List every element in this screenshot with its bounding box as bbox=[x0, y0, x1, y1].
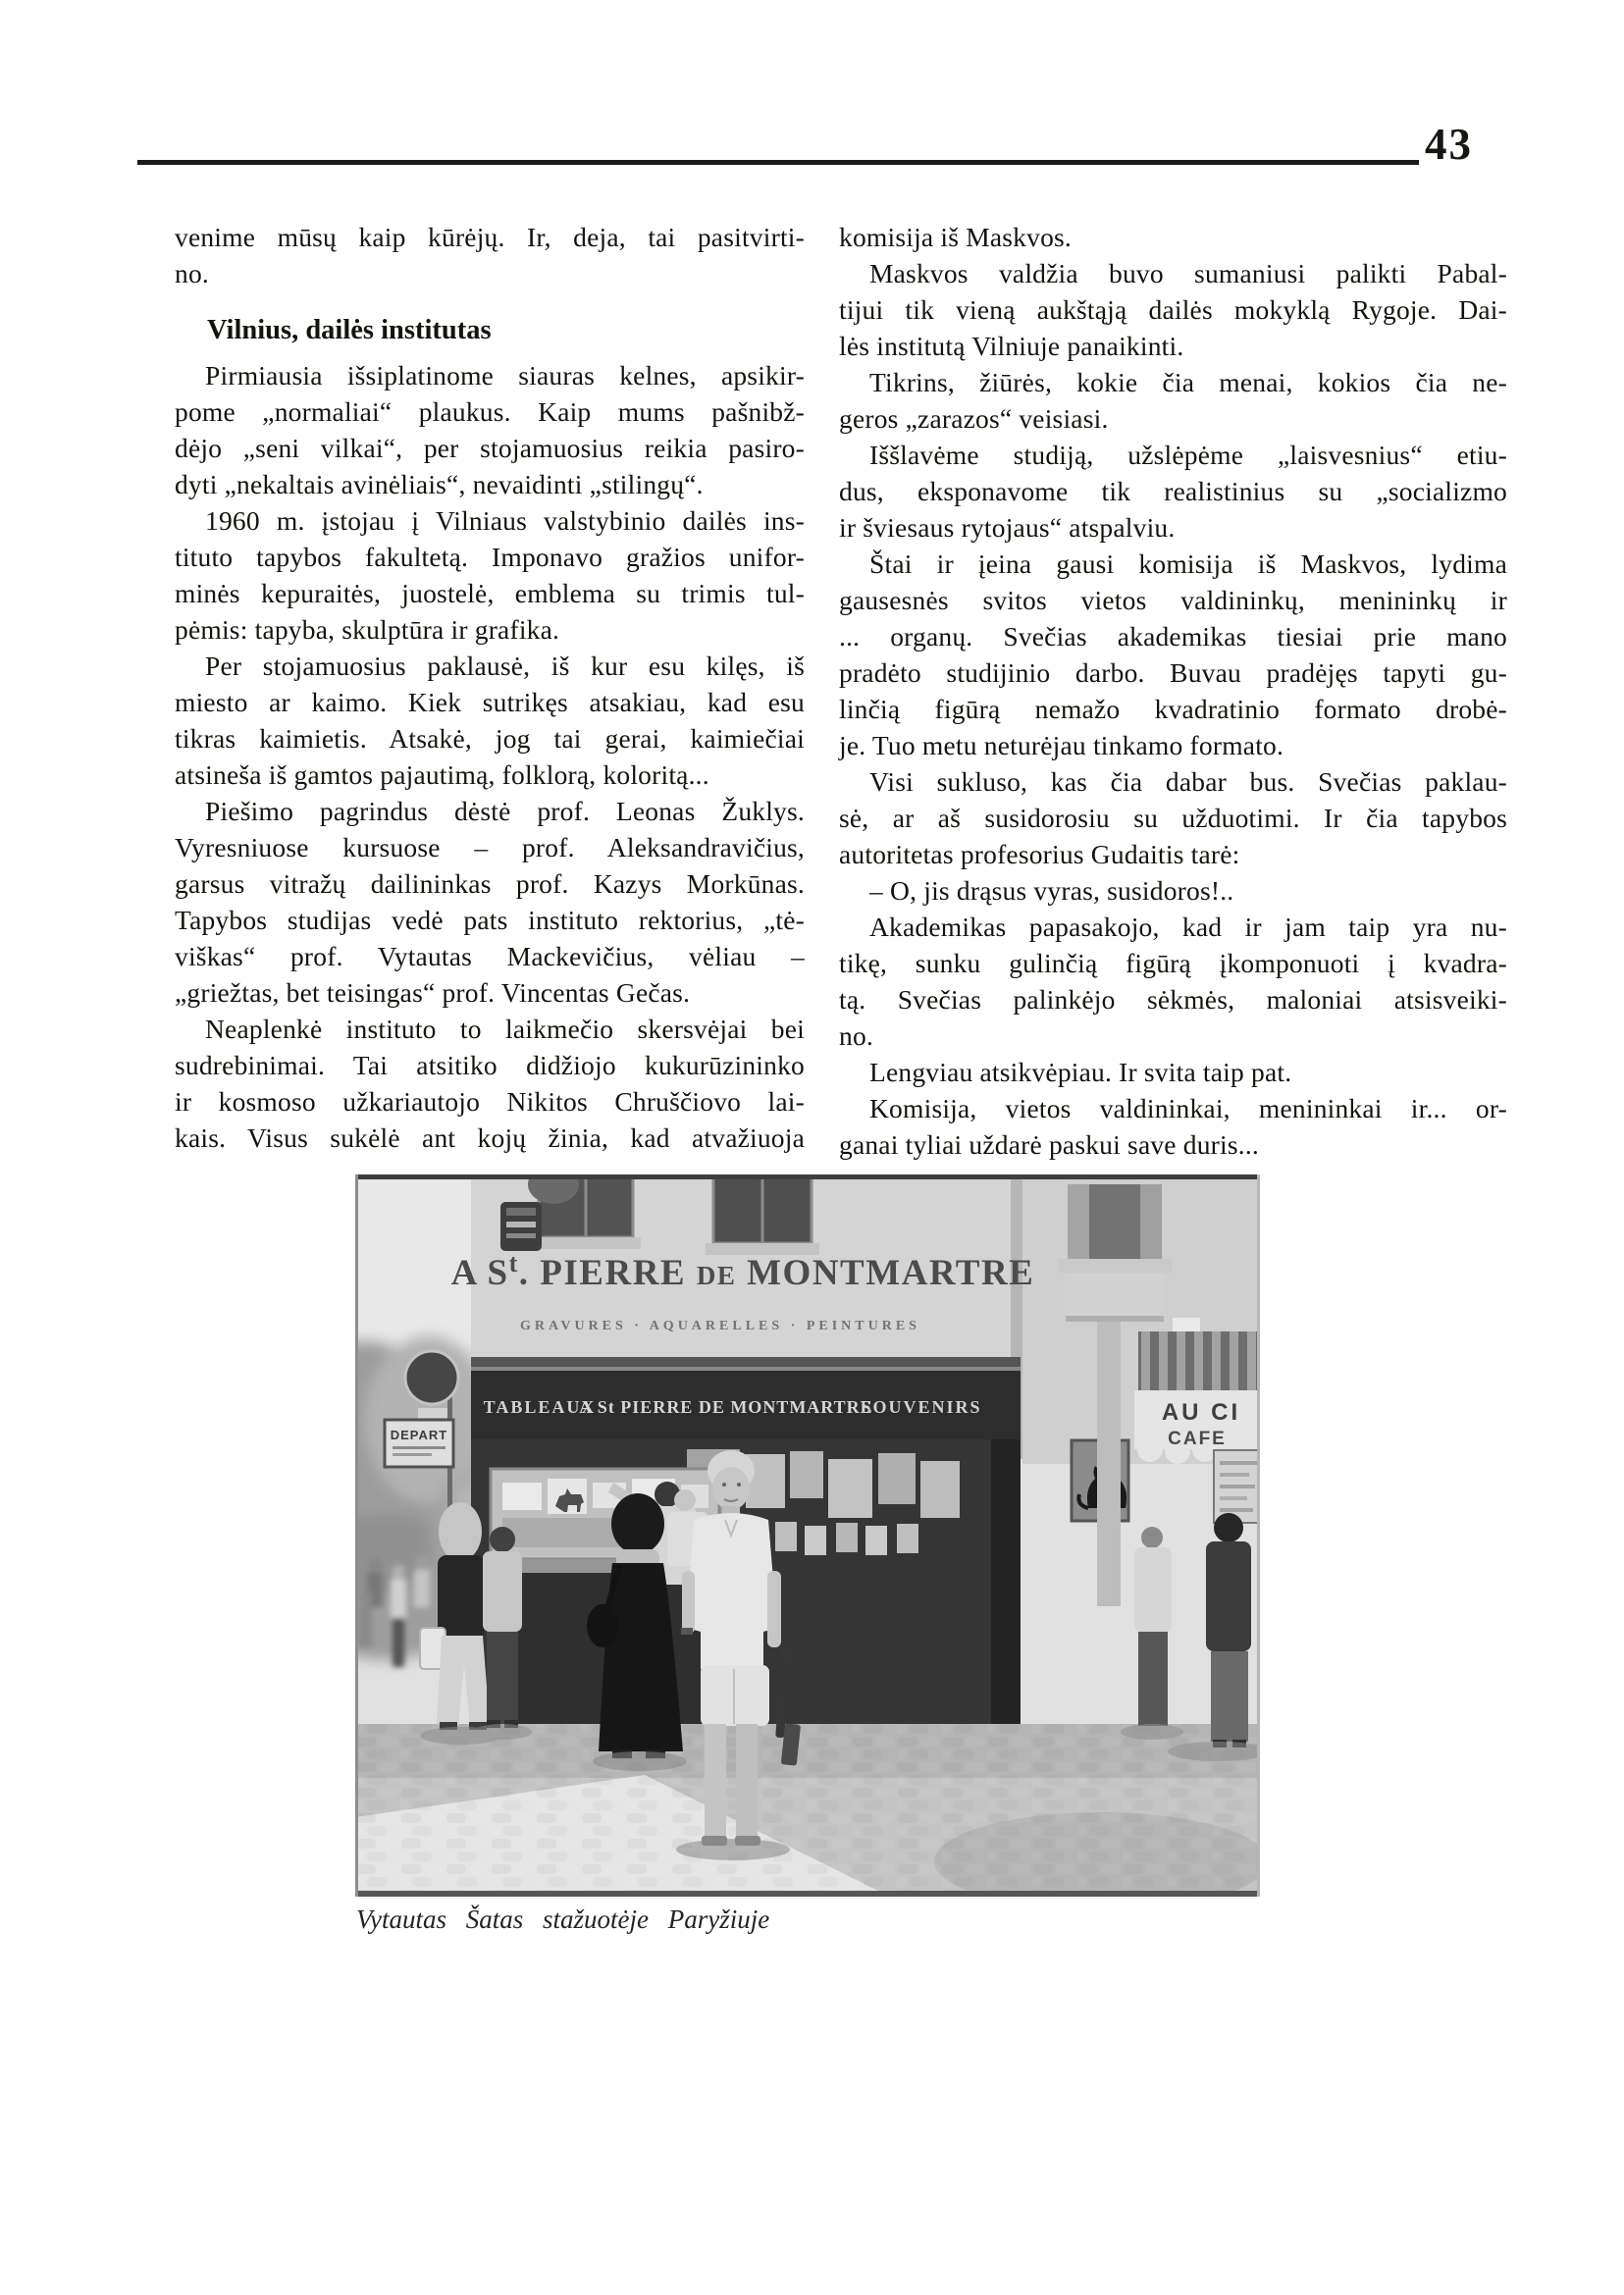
text-line: sė, ar aš susidorosiu su užduotimi. Ir čia tapybos bbox=[839, 803, 1507, 833]
text-line: sudrebinimai. Tai atsitiko didžiojo kukurūzininko bbox=[175, 1050, 805, 1080]
traffic-sign bbox=[405, 1351, 458, 1404]
facade-sign-text: A $S^t$. PIERRE DE MONTMARTRE bbox=[450, 1249, 1035, 1293]
text-line: tikę, sunku gulinčią figūrą įkomponuoti į kvadra- bbox=[839, 948, 1507, 978]
text-line: Per stojamuosius paklausė, iš kur esu kilęs, iš bbox=[205, 651, 805, 681]
depart-sign-text: DEPART bbox=[390, 1428, 448, 1442]
text-line: Štai ir įeina gausi komisija iš Maskvos, lydima bbox=[869, 548, 1507, 579]
text-line: lės institutą Vilniuje panaikinti. bbox=[839, 331, 1184, 361]
window-right-shuttered bbox=[1058, 1184, 1172, 1322]
text-line: Iššlavėme studiją, užslėpėme „laisvesnius“ etiu- bbox=[869, 440, 1507, 470]
text-line: Visi sukluso, kas čia dabar bus. Svečias paklau- bbox=[869, 766, 1507, 797]
text-line: no. bbox=[839, 1020, 873, 1051]
photo-caption: Vytautas Šatas stažuotėje Paryžiuje bbox=[356, 1904, 770, 1934]
cornice bbox=[471, 1357, 1021, 1367]
text-line: Piešimo pagrindus dėstė prof. Leonas Žuklys. bbox=[205, 796, 805, 826]
text-line: dus, eksponavome tik realistinius su „socializmo bbox=[839, 476, 1507, 506]
text-line: je. Tuo metu neturėjau tinkamo formato. bbox=[839, 730, 1284, 760]
text-line: Maskvos valdžia buvo sumaniusi palikti Pabal- bbox=[869, 258, 1507, 288]
text-line: no. bbox=[175, 258, 209, 288]
text-line: miesto ar kaimo. Kiek sutrikęs atsakiau, kad esu bbox=[175, 687, 805, 717]
ground bbox=[355, 1724, 1260, 1897]
window-center bbox=[706, 1174, 819, 1255]
text-line: tikras kaimietis. Atsakė, jog tai gerai, kaimiečiai bbox=[175, 723, 805, 754]
text-line: Vilnius, dailės institutas bbox=[207, 315, 492, 345]
text-line: viškas“ prof. Vytautas Mackevičius, vėliau – bbox=[175, 941, 805, 971]
text-line: Tikrins, žiūrės, kokie čia menai, kokios čia ne- bbox=[869, 367, 1507, 397]
figure-child bbox=[483, 1527, 522, 1728]
figure-right-dark-woman bbox=[1206, 1513, 1251, 1747]
text-line: ir kosmoso užkariautojo Nikitos Chruščiovo lai- bbox=[175, 1086, 805, 1117]
text-line: Neaplenkė instituto to laikmečio skersvėjai bei bbox=[205, 1014, 805, 1044]
text-line: pome „normaliai“ plaukus. Kaip mums pašnibž- bbox=[175, 396, 805, 427]
text-line: komisija iš Maskvos. bbox=[839, 222, 1072, 252]
fascia-tableaux: TABLEAUX bbox=[483, 1397, 597, 1417]
text-line: pradėto studijinio darbo. Buvau pradėjęs tapyti gu- bbox=[839, 657, 1507, 688]
street-plaque bbox=[500, 1202, 542, 1251]
text-line: „griežtas, bet teisingas“ prof. Vincentas Gečas. bbox=[175, 977, 691, 1008]
page-number: 43 bbox=[1425, 120, 1473, 169]
text-line: atsineša iš gamtos pajautimą, folklorą, koloritą... bbox=[175, 759, 709, 790]
text-line: tijui tik vieną aukštąją dailės mokyklą Rygoje. Dai- bbox=[839, 294, 1507, 325]
cafe-awning bbox=[1134, 1318, 1260, 1464]
text-line: 1960 m. įstojau į Vilniaus valstybinio dailės ins- bbox=[205, 505, 805, 536]
text-line: gausesnės svitos vietos valdininkų, menininkų ir bbox=[839, 585, 1507, 615]
text-line: ... organų. Svečias akademikas tiesiai prie mano bbox=[839, 621, 1507, 652]
text-line: Vyresniuose kursuose – prof. Aleksandravičius, bbox=[175, 832, 805, 862]
text-line: Lengviau atsikvėpiau. Ir svita taip pat. bbox=[869, 1057, 1292, 1087]
fascia-sign bbox=[471, 1371, 1021, 1439]
text-line: pėmis: tapyba, skulptūra ir grafika. bbox=[175, 614, 560, 645]
text-line: kais. Visus sukėlė ant kojų žinia, kad atvažiuoja bbox=[175, 1122, 805, 1153]
text-line: ganai tyliai uždarė paskui save duris... bbox=[839, 1129, 1260, 1160]
text-line: Pirmiausia išsiplatinome siauras kelnes, apsikir- bbox=[205, 360, 805, 391]
text-line: tituto tapybos fakultetą. Imponavo gražios unifor- bbox=[175, 542, 805, 572]
text-line: minės kepuraitės, juostelė, emblema su trimis tul- bbox=[175, 578, 805, 608]
window-left bbox=[528, 1174, 641, 1249]
text-line: – O, jis drąsus vyras, susidoros!.. bbox=[869, 875, 1234, 906]
figure-right-light bbox=[1134, 1527, 1172, 1726]
text-line: garsus vitražų dailininkas prof. Kazys Morkūnas. bbox=[175, 868, 805, 899]
photo-montmartre-storefront bbox=[355, 1174, 1260, 1897]
text-line: Komisija, vietos valdininkai, menininkai ir... or- bbox=[869, 1093, 1507, 1123]
header-rule bbox=[137, 160, 1419, 165]
awning-line1: AU CI bbox=[1161, 1399, 1241, 1426]
awning-line2: CAFE bbox=[1168, 1429, 1227, 1449]
text-line: dyti „nekaltais avinėliais“, nevaidinti „stilingų“. bbox=[175, 469, 704, 499]
text-line: autoritetas profesorius Gudaitis tarė: bbox=[839, 839, 1240, 869]
text-line: tą. Svečias palinkėjo sėkmės, maloniai atsisveiki- bbox=[839, 984, 1507, 1015]
right-text-column bbox=[839, 219, 1507, 1163]
text-line: Tapybos studijas vedė pats instituto rektorius, „tė- bbox=[175, 905, 805, 935]
facade-subtitle: GRAVURES · AQUARELLES · PEINTURES bbox=[520, 1319, 920, 1333]
left-text-column bbox=[175, 219, 805, 1156]
menu-board bbox=[1214, 1450, 1260, 1523]
text-line: geros „zarazos“ veisiasi. bbox=[839, 403, 1109, 434]
fascia-name: A St PIERRE DE MONTMARTRE bbox=[579, 1397, 873, 1417]
fascia-souvenirs: SOUVENIRS bbox=[861, 1397, 982, 1417]
door-frame bbox=[1097, 1322, 1121, 1606]
text-line: dėjo „seni vilkai“, per stojamuosius reikia pasiro- bbox=[175, 433, 805, 463]
cornice-shadow bbox=[471, 1367, 1021, 1371]
text-line: linčią figūrą nemažo kvadratinio formato drobė- bbox=[839, 694, 1507, 724]
text-line: Akademikas papasakojo, kad ir jam taip yra nu- bbox=[869, 912, 1507, 942]
text-line: ir šviesaus rytojaus“ atspalviu. bbox=[839, 512, 1176, 543]
text-line: venime mūsų kaip kūrėjų. Ir, deja, tai pasitvirti- bbox=[175, 222, 805, 252]
